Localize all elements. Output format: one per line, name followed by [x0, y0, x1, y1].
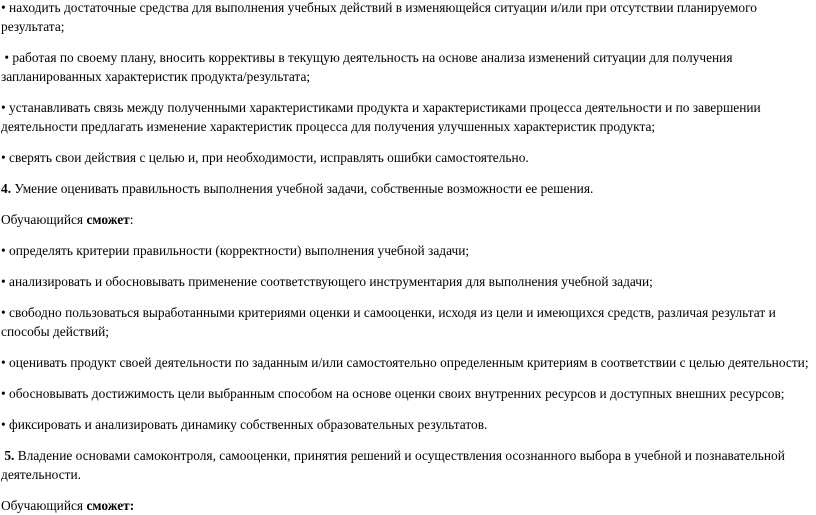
bullet: •	[1, 305, 6, 320]
learner-label-suffix: :	[129, 212, 134, 227]
list-item-text: устанавливать связь между полученными характеристиками продукта и характеристиками процесса деятельности и по завершении деятельности предлагать изменение характеристик процесса для получения улучшенных характеристик продукта;	[1, 100, 761, 134]
list-item-text: свободно пользоваться выработанными критериями оценки и самооценки, исходя из цели и имеющихся средств, различая результат и способы действий;	[1, 305, 776, 339]
list-item	[0, 48, 814, 86]
list-item	[0, 384, 814, 403]
list-item	[0, 415, 814, 434]
learner-label-bold: сможет:	[86, 498, 135, 513]
bullet: •	[1, 0, 6, 15]
learner-label-prefix: Обучающийся	[1, 212, 87, 227]
bullet: •	[1, 100, 6, 115]
bullet: •	[1, 150, 6, 165]
bullet: •	[1, 274, 6, 289]
learner-label	[0, 210, 814, 229]
section-number: 5.	[1, 448, 15, 463]
list-item-text: анализировать и обосновывать применение соответствующего инструментария для выполнения учебной задачи;	[5, 274, 653, 289]
bullet: •	[1, 243, 6, 258]
section-text: Владение основами самоконтроля, самооценки, принятия решений и осуществления осознанного выбора в учебной и познавательной деятельности.	[1, 448, 785, 482]
section-text: Умение оценивать правильность выполнения учебной задачи, собственные возможности ее решения.	[11, 181, 594, 196]
bullet: •	[1, 355, 6, 370]
list-item	[0, 353, 814, 372]
list-item	[0, 303, 814, 341]
list-item	[0, 148, 814, 167]
list-item	[0, 98, 814, 136]
bullet: •	[1, 386, 6, 401]
section-number: 4.	[1, 181, 12, 196]
bullet: •	[1, 50, 10, 65]
section-heading	[0, 179, 814, 198]
list-item-text: сверять свои действия с целью и, при необходимости, исправлять ошибки самостоятельно.	[5, 150, 529, 165]
list-item-text: определять критерии правильности (корректности) выполнения учебной задачи;	[5, 243, 470, 258]
learner-label-bold: сможет	[86, 212, 130, 227]
list-item	[0, 272, 814, 291]
bullet: •	[1, 417, 6, 432]
list-item-text: находить достаточные средства для выполнения учебных действий в изменяющейся ситуации и/или при отсутствии планируемого результата;	[1, 0, 757, 34]
list-item	[0, 241, 814, 260]
learner-label-prefix: Обучающийся	[1, 498, 87, 513]
list-item-text: обосновывать достижимость цели выбранным способом на основе оценки своих внутренних ресурсов и доступных внешних ресурсов;	[5, 386, 785, 401]
learner-label	[0, 496, 814, 515]
list-item-text: оценивать продукт своей деятельности по заданным и/или самостоятельно определенным критериям в соответствии с целью деятельности;	[5, 355, 809, 370]
section-heading	[0, 446, 814, 484]
list-item-text: фиксировать и анализировать динамику собственных образовательных результатов.	[5, 417, 488, 432]
list-item-text: работая по своему плану, вносить коррективы в текущую деятельность на основе анализа изменений ситуации для получения запланированных характеристик продукта/результата;	[1, 50, 733, 84]
list-item	[0, 0, 814, 36]
